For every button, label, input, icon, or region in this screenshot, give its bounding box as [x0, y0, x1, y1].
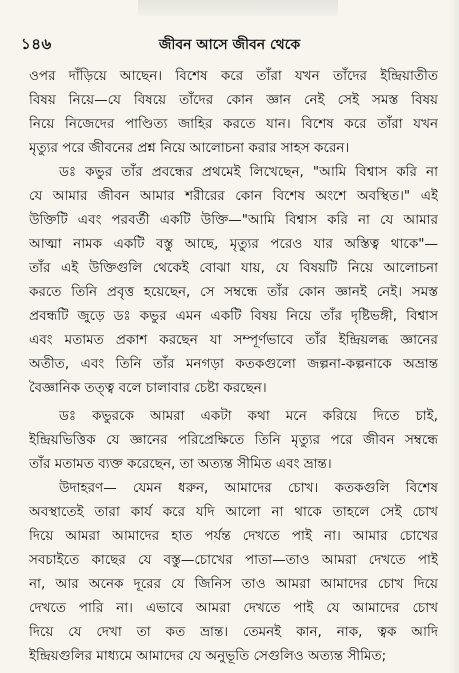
paragraph [29, 404, 438, 476]
text-line: ডঃ কভুরকে আমরা একটা কথা মনে করিয়ে দিতে চাই, [59, 408, 438, 424]
page-edge-shadow [449, 0, 459, 673]
text-line: ওপর দাঁড়িয়ে আছেন। বিশেষ করে তাঁরা যখন তাঁদের ইন্দ্রিয়াতীত [29, 68, 438, 84]
paragraph [29, 64, 438, 160]
text-line: দেখতে পারি না। এভাবে আমরা দেখতে পাই যে আমাদের চোখ [29, 600, 438, 616]
paragraph [29, 476, 438, 668]
bleed-through-shadow [138, 0, 338, 16]
text-line: বিষয় নিয়ে—যে বিষয়ে তাঁদের কোন জ্ঞান নেই সেই সমস্ত বিষয় [29, 92, 438, 108]
body-text [29, 64, 438, 668]
page-number: ১৪৬ [21, 35, 52, 53]
text-line: দিয়ে আমরা আমাদের হাত পর্যন্ত দেখতে পাই না। আমার চোখের [29, 528, 438, 544]
text-line: দিয়ে যে দেখা তা কত ভ্রান্ত। তেমনই কান, নাক, ত্বক আদি [29, 624, 438, 640]
running-title: জীবন আসে জীবন থেকে [158, 37, 301, 53]
text-line: ইন্দ্রিয়গুলির মাধ্যমে আমাদের যে অনুভূতি সেগুলিও অত্যন্ত সীমিত; [29, 648, 387, 664]
text-line: তাঁর মতামত ব্যক্ত করেছেন, তা অত্যন্ত সীমিত এবং ভ্রান্ত। [29, 456, 332, 472]
text-line: উক্তিটি এবং পরবর্তী একটি উক্তি—"আমি বিশ্বাস করি না যে আমার [29, 212, 438, 228]
text-line: ইন্দ্রিয়ভিত্তিক যে জ্ঞানের পরিপ্রেক্ষিতে তিনি মৃত্যুর পরে জীবন সম্বন্ধে [29, 432, 438, 448]
paragraph [29, 160, 438, 400]
text-line: বৈজ্ঞানিক তত্ত্ব বলে চালাবার চেষ্টা করছেন। [29, 380, 267, 396]
text-line: না, আর অনেক দূরের যে জিনিস তাও আমরা আমাদের চোখ দিয়ে [29, 576, 438, 592]
text-line: অবস্থাতেই তারা কার্য করে যদি আলো না থাকে তাহলে সেই চোখ [29, 504, 438, 520]
text-line: এবং মতামত প্রকাশ করছেন যা সম্পূর্ণভাবে তাঁর ইন্দ্রিয়লব্ধ জ্ঞানের [29, 332, 438, 348]
text-line: প্রবন্ধটি জুড়ে ডঃ কভুর এমন একটি বিষয় নিয়ে তাঁর দৃষ্টিভঙ্গী, বিশ্বাস [29, 308, 438, 324]
text-line: করতে তিনি প্রবৃত্ত হয়েছেন, সে সম্বন্ধে তাঁর কোন জ্ঞানই নেই। সমস্ত [29, 284, 438, 300]
text-line: ডঃ কভুর তাঁর প্রবন্ধের প্রথমেই লিখেছেন, "আমি বিশ্বাস করি না [59, 164, 438, 180]
text-line: সবচাইতে কাছের যে বস্তু—চোখের পাতা—তাও আমরা দেখতে পাই [29, 552, 438, 568]
text-line: মৃত্যুর পরে জীবনের প্রশ্ন নিয়ে আলোচনা করার সাহস করেন। [29, 140, 350, 156]
text-line: উদাহরণ— যেমন ধরুন, আমাদের চোখ। কতকগুলি বিশেষ [59, 480, 438, 496]
text-line: আত্মা নামক একটি বস্তু আছে, মৃত্যুর পরেও যার অস্তিত্ব থাকে"— [29, 236, 438, 252]
text-line: তাঁর এই উক্তিগুলি থেকেই বোঝা যায়, যে বিষয়টি নিয়ে আলোচনা [29, 260, 438, 276]
text-line: নিয়ে নিজেদের পাণ্ডিত্য জাহির করতে যান। বিশেষ করে তাঁরা যখন [29, 116, 438, 132]
page-header [0, 33, 459, 57]
text-line: অতীত, এবং তিনি তাঁর মনগড়া কতকগুলো জল্পনা-কল্পনাকে অভ্রান্ত [29, 356, 438, 372]
text-line: যে আমার জীবন আমার শরীরের কোন বিশেষ অংশে অবস্থিত।" এই [29, 188, 438, 204]
